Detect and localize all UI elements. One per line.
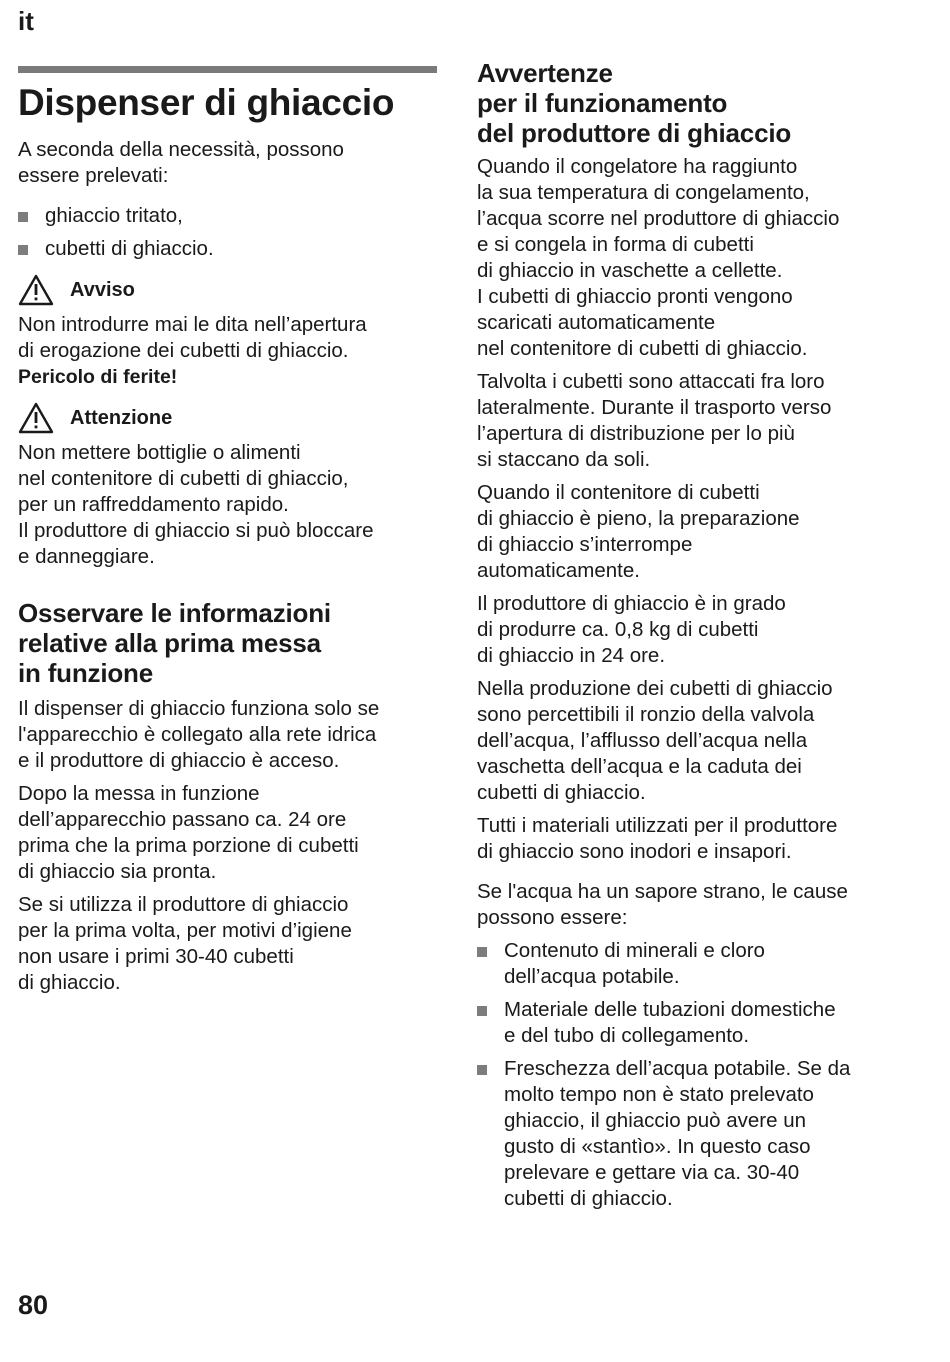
bullet-square-icon bbox=[18, 212, 28, 222]
operation-paragraph: Talvolta i cubetti sono attaccati fra loro lateralmente. Durante il trasporto verso l’apertura di distribuzione per lo più si staccano da soli. bbox=[477, 370, 832, 471]
first-use-paragraph: Il dispenser di ghiaccio funziona solo se l'apparecchio è collegato alla rete idrica e il produttore di ghiaccio è acceso. bbox=[18, 697, 380, 772]
section-heading-operation: Avvertenze per il funzionamento del produttore di ghiaccio bbox=[477, 58, 792, 148]
avviso-heading bbox=[18, 274, 448, 306]
list-item: ghiaccio tritato, bbox=[18, 203, 448, 229]
bullet-square-icon bbox=[18, 245, 28, 255]
operation-paragraph: Nella produzione dei cubetti di ghiaccio sono percettibili il ronzio della valvola dell’acqua, l’afflusso dell’acqua nella vaschetta dell’acqua e la caduta dei cubetti di ghiaccio. bbox=[477, 677, 833, 804]
header-rule bbox=[18, 66, 437, 73]
page-number: 80 bbox=[18, 1290, 49, 1320]
list-item: Contenuto di minerali e cloro dell’acqua potabile. bbox=[477, 938, 907, 990]
list-item: Freschezza dell’acqua potabile. Se da molto tempo non è stato prelevato ghiaccio, il ghiaccio può avere un gusto di «stantìo». In questo caso prelevare e gettare via ca. 30-40 cubetti di ghiaccio. bbox=[477, 1056, 907, 1212]
right-column bbox=[477, 58, 907, 1219]
operation-paragraph: Il produttore di ghiaccio è in grado di produrre ca. 0,8 kg di cubetti di ghiaccio in 24 ore. bbox=[477, 592, 786, 667]
attenzione-label: Attenzione bbox=[70, 406, 173, 429]
intro-paragraph: A seconda della necessità, possono essere prelevati: bbox=[18, 138, 344, 187]
bullet-square-icon bbox=[477, 947, 487, 957]
first-use-paragraph: Dopo la messa in funzione dell’apparecchio passano ca. 24 ore prima che la prima porzione di cubetti di ghiaccio sia pronta. bbox=[18, 782, 359, 883]
list-item: Materiale delle tubazioni domestiche e del tubo di collegamento. bbox=[477, 997, 907, 1049]
avviso-text: Non introdurre mai le dita nell’apertura di erogazione dei cubetti di ghiaccio. Pericolo di ferite! bbox=[18, 312, 448, 390]
section-heading-first-use: Osservare le informazioni relative alla prima messa in funzione bbox=[18, 598, 331, 688]
ice-types-list bbox=[18, 203, 448, 262]
operation-paragraph: Quando il congelatore ha raggiunto la sua temperatura di congelamento, l’acqua scorre nel produttore di ghiaccio e si congela in forma di cubetti di ghiaccio in vaschette a cellette. I cubetti di ghiaccio pronti vengono scaricati automaticamente nel contenitore di cubetti di ghiaccio. bbox=[477, 155, 840, 360]
danger-note: Pericolo di ferite! bbox=[18, 366, 178, 388]
causes-list bbox=[477, 938, 907, 1212]
causes-intro: Se l'acqua ha un sapore strano, le cause possono essere: bbox=[477, 880, 848, 929]
list-item: cubetti di ghiaccio. bbox=[18, 236, 448, 262]
attenzione-text: Non mettere bottiglie o alimenti nel contenitore di cubetti di ghiaccio, per un raffreddamento rapido. Il produttore di ghiaccio si può bloccare e danneggiare. bbox=[18, 441, 374, 568]
warning-triangle-icon bbox=[18, 402, 54, 434]
attenzione-heading bbox=[18, 402, 448, 434]
avviso-label: Avviso bbox=[70, 278, 135, 301]
operation-paragraph: Tutti i materiali utilizzati per il produttore di ghiaccio sono inodori e insapori. bbox=[477, 814, 838, 863]
left-column bbox=[18, 82, 448, 996]
bullet-square-icon bbox=[477, 1065, 487, 1075]
warning-triangle-icon bbox=[18, 274, 54, 306]
first-use-paragraph: Se si utilizza il produttore di ghiaccio per la prima volta, per motivi d’igiene non usare i primi 30-40 cubetti di ghiaccio. bbox=[18, 893, 352, 994]
bullet-square-icon bbox=[477, 1006, 487, 1016]
operation-paragraph: Quando il contenitore di cubetti di ghiaccio è pieno, la preparazione di ghiaccio s’interrompe automaticamente. bbox=[477, 481, 800, 582]
page-title: Dispenser di ghiaccio bbox=[18, 82, 395, 123]
language-code: it bbox=[18, 6, 34, 36]
